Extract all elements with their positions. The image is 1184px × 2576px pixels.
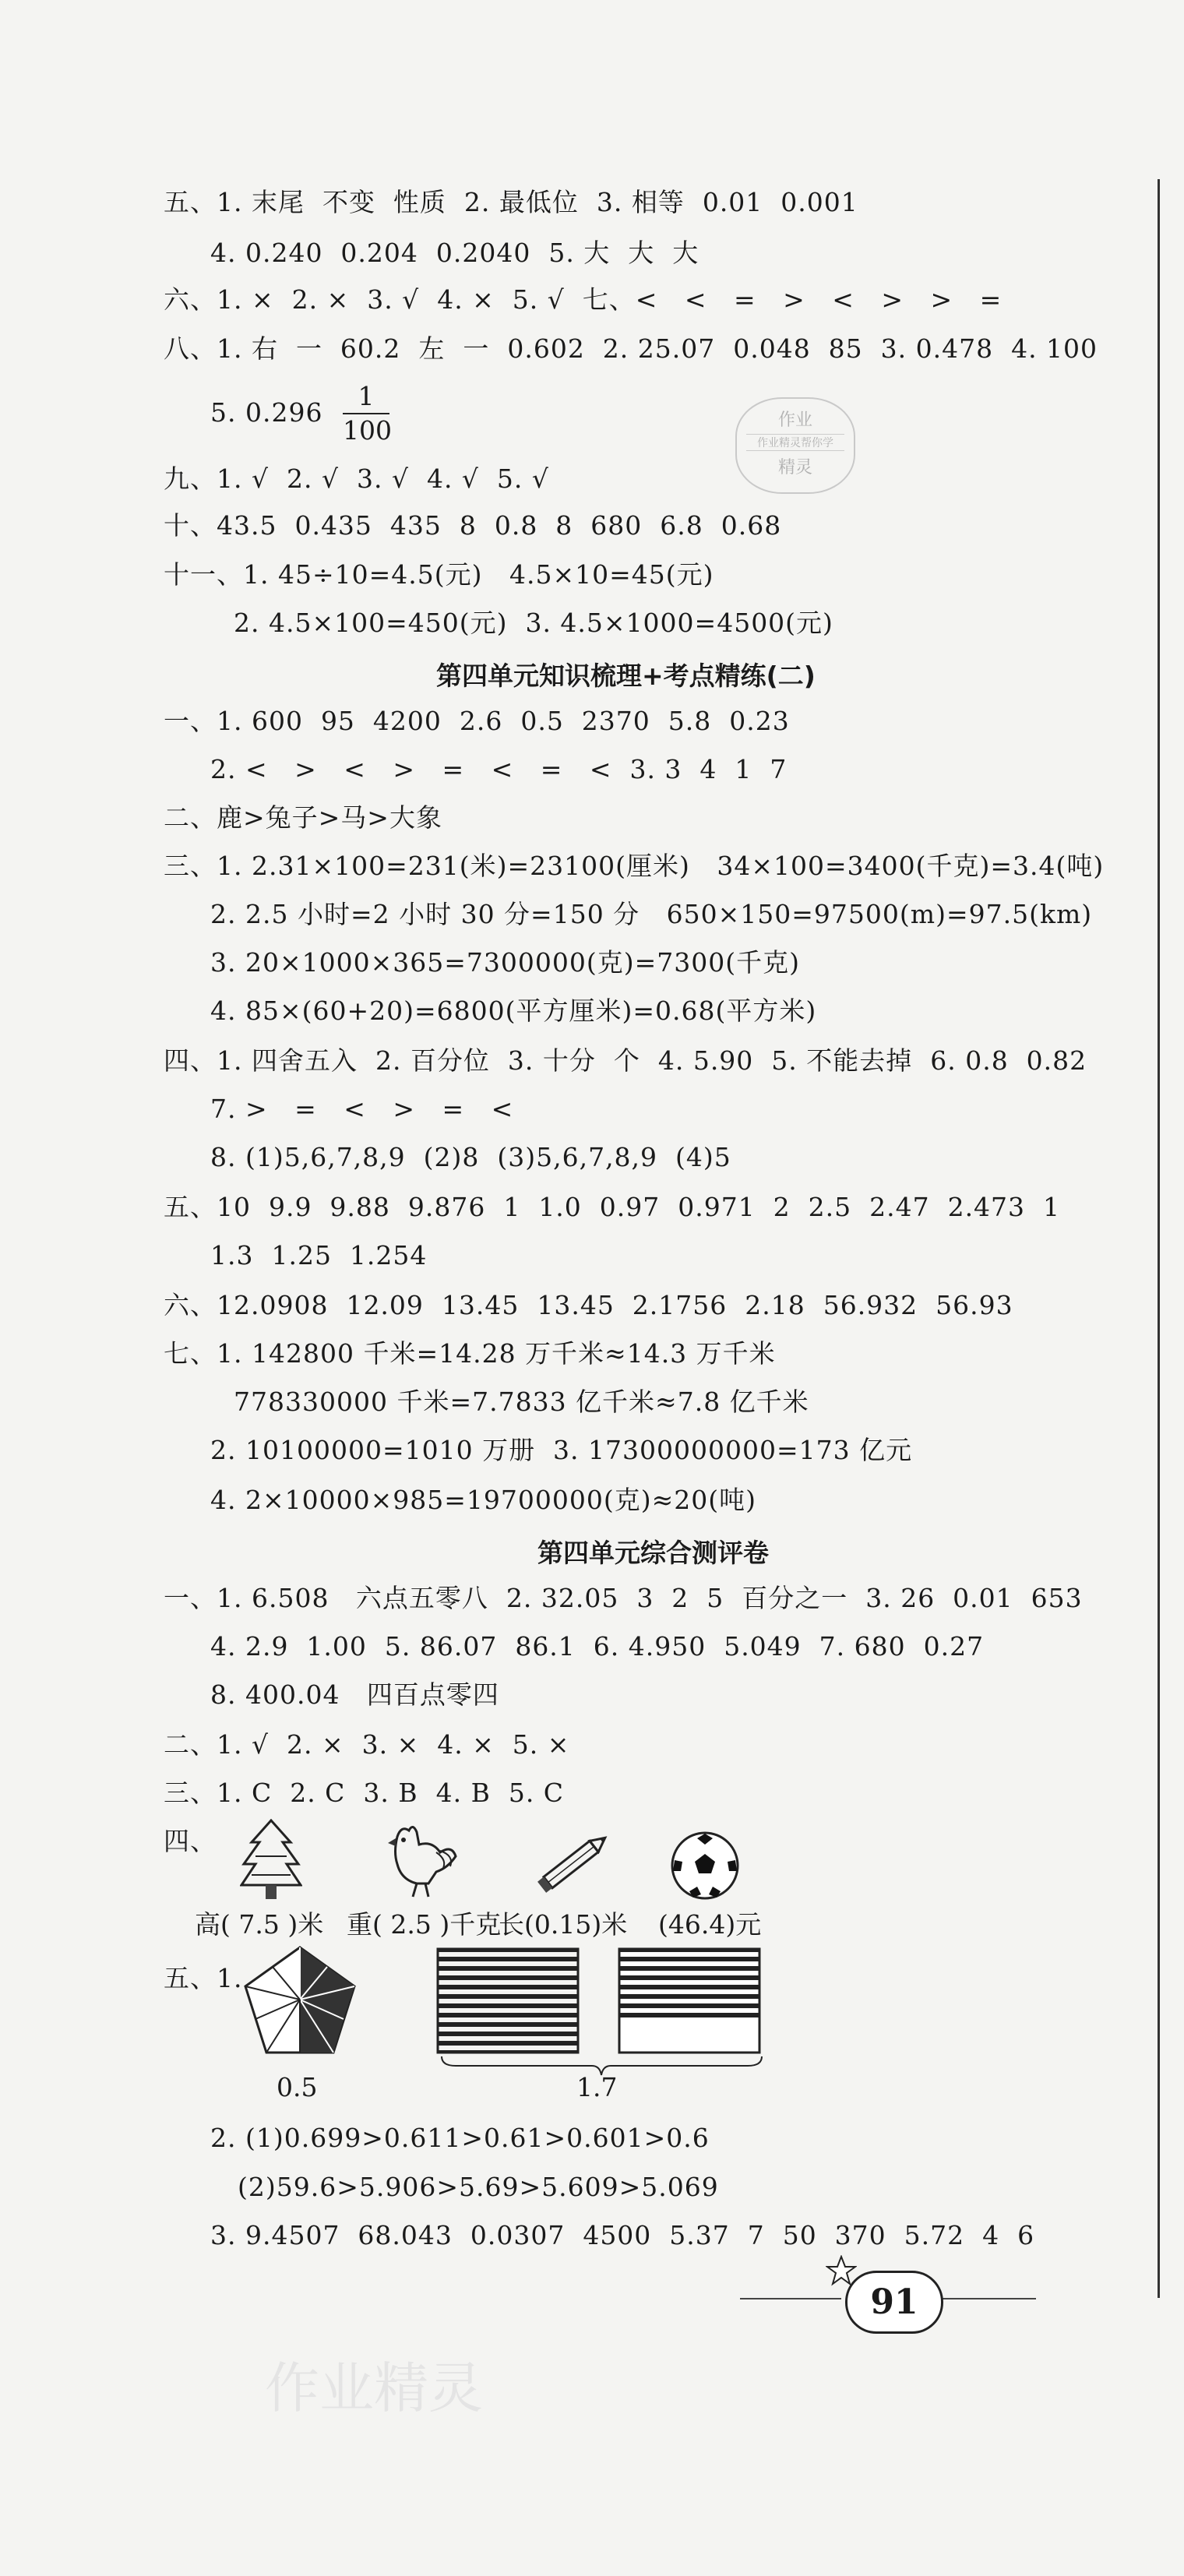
squares-value: 1.7 — [576, 2072, 618, 2102]
stamp-text-bottom: 精灵 — [777, 458, 812, 477]
answer-line: 3. 20×1000×365=7300000(克)=7300(千克) — [210, 947, 800, 978]
rooster-icon — [374, 1821, 460, 1899]
answer-line: 3. 9.4507 68.043 0.0307 4500 5.37 7 50 370 5.72 4 6 — [210, 2220, 1035, 2250]
answer-line: 8. (1)5,6,7,8,9 (2)8 (3)5,6,7,8,9 (4)5 — [210, 1142, 731, 1172]
answer-line: 一、1. 600 95 4200 2.6 0.5 2370 5.8 0.23 — [164, 706, 790, 736]
pencil-caption: 长(0.15)米 — [499, 1909, 628, 1940]
section-heading: 第四单元综合测评卷 — [537, 1538, 769, 1568]
answer-line: 七、1. 142800 千米=14.28 万千米≈14.3 万千米 — [164, 1338, 776, 1369]
answer-line: 五、1. — [164, 1963, 243, 1993]
answer-line: 8. 400.04 四百点零四 — [210, 1679, 499, 1710]
fraction-bar — [343, 413, 389, 414]
page-number-ornament-left — [740, 2298, 841, 2299]
pentagon-figure — [241, 1943, 358, 2056]
answer-line: 四、1. 四舍五入 2. 百分位 3. 十分 个 4. 5.90 5. 不能去掉 6. 0.8 0.82 — [164, 1045, 1087, 1076]
watermark-text: 作业精灵 — [265, 2356, 483, 2420]
answer-line: 六、12.0908 12.09 13.45 13.45 2.1756 2.18 56.932 56.93 — [164, 1290, 1013, 1320]
answer-line: 十、43.5 0.435 435 8 0.8 8 680 6.8 0.68 — [164, 510, 782, 541]
answer-line: 2. 10100000=1010 万册 3. 17300000000=173 亿元 — [210, 1435, 913, 1465]
stamp-text-top: 作业 — [777, 411, 812, 430]
page-number: 91 — [845, 2271, 943, 2334]
soccer-ball-icon — [670, 1831, 740, 1901]
tree-caption: 高( 7.5 )米 — [195, 1909, 324, 1940]
rooster-caption: 重( 2.5 )千克 — [347, 1909, 502, 1940]
watermark-stamp — [735, 397, 855, 494]
right-margin-rule — [1158, 179, 1160, 2298]
answer-line: 2. 4.5×100=450(元) 3. 4.5×1000=4500(元) — [234, 608, 833, 638]
answer-line: 7. > = < > = < — [210, 1094, 514, 1124]
pentagon-value: 0.5 — [277, 2072, 318, 2102]
ball-caption: (46.4)元 — [658, 1909, 762, 1940]
answer-line: 2. < > < > = < = < 3. 3 4 1 7 — [210, 754, 788, 784]
answer-line: 2. 2.5 小时=2 小时 30 分=150 分 650×150=97500(m)=97.5(km) — [210, 899, 1093, 929]
section-heading: 第四单元知识梳理+考点精练(二) — [436, 661, 816, 691]
answer-line: 4. 85×(60+20)=6800(平方厘米)=0.68(平方米) — [210, 996, 817, 1026]
fraction-numerator: 1 — [358, 381, 375, 411]
answer-line: 六、1. × 2. × 3. √ 4. × 5. √ 七、< < = > < > > = — [164, 284, 1003, 315]
answer-line: 4. 2.9 1.00 5. 86.07 86.1 6. 4.950 5.049 7. 680 0.27 — [210, 1631, 985, 1662]
answer-line: 九、1. √ 2. √ 3. √ 4. √ 5. √ — [164, 463, 549, 494]
answer-line: 三、1. C 2. C 3. B 4. B 5. C — [164, 1778, 565, 1808]
answer-line: 二、鹿>兔子>马>大象 — [164, 802, 442, 833]
answer-line: 4. 0.240 0.204 0.2040 5. 大 大 大 — [210, 238, 699, 268]
answer-line: 778330000 千米=7.7833 亿千米≈7.8 亿千米 — [234, 1387, 809, 1417]
page-number-ornament-right — [943, 2298, 1036, 2299]
fraction-denominator: 100 — [343, 415, 392, 446]
answer-line: 三、1. 2.31×100=231(米)=23100(厘米) 34×100=3400(千克)=3.4(吨) — [164, 851, 1105, 881]
answer-line: 四、 — [164, 1826, 217, 1856]
striped-squares-figure — [436, 1947, 763, 2056]
answer-line: 五、10 9.9 9.88 9.876 1 1.0 0.97 0.971 2 2.5 2.47 2.473 1 — [164, 1192, 1061, 1222]
answer-line: 4. 2×10000×985=19700000(克)≈20(吨) — [210, 1485, 756, 1515]
answer-line: 十一、1. 45÷10=4.5(元) 4.5×10=45(元) — [164, 559, 714, 590]
answer-line: 二、1. √ 2. × 3. × 4. × 5. × — [164, 1729, 570, 1760]
answer-line: 1.3 1.25 1.254 — [210, 1240, 428, 1270]
answer-line: 5. 0.296 — [210, 397, 323, 428]
answer-line: 八、1. 右 一 60.2 左 一 0.602 2. 25.07 0.048 85 3. 0.478 4. 100 — [164, 333, 1098, 364]
stamp-text-mid: 作业精灵帮你学 — [746, 434, 844, 451]
pencil-icon — [530, 1827, 615, 1901]
answer-line: (2)59.6>5.906>5.69>5.609>5.069 — [238, 2172, 719, 2202]
answer-line: 2. (1)0.699>0.611>0.61>0.601>0.6 — [210, 2123, 710, 2153]
answer-line: 五、1. 末尾 不变 性质 2. 最低位 3. 相等 0.01 0.001 — [164, 187, 858, 217]
tree-icon — [240, 1819, 302, 1901]
answer-line: 一、1. 6.508 六点五零八 2. 32.05 3 2 5 百分之一 3. 26 0.01 653 — [164, 1583, 1083, 1613]
fraction — [343, 381, 392, 446]
